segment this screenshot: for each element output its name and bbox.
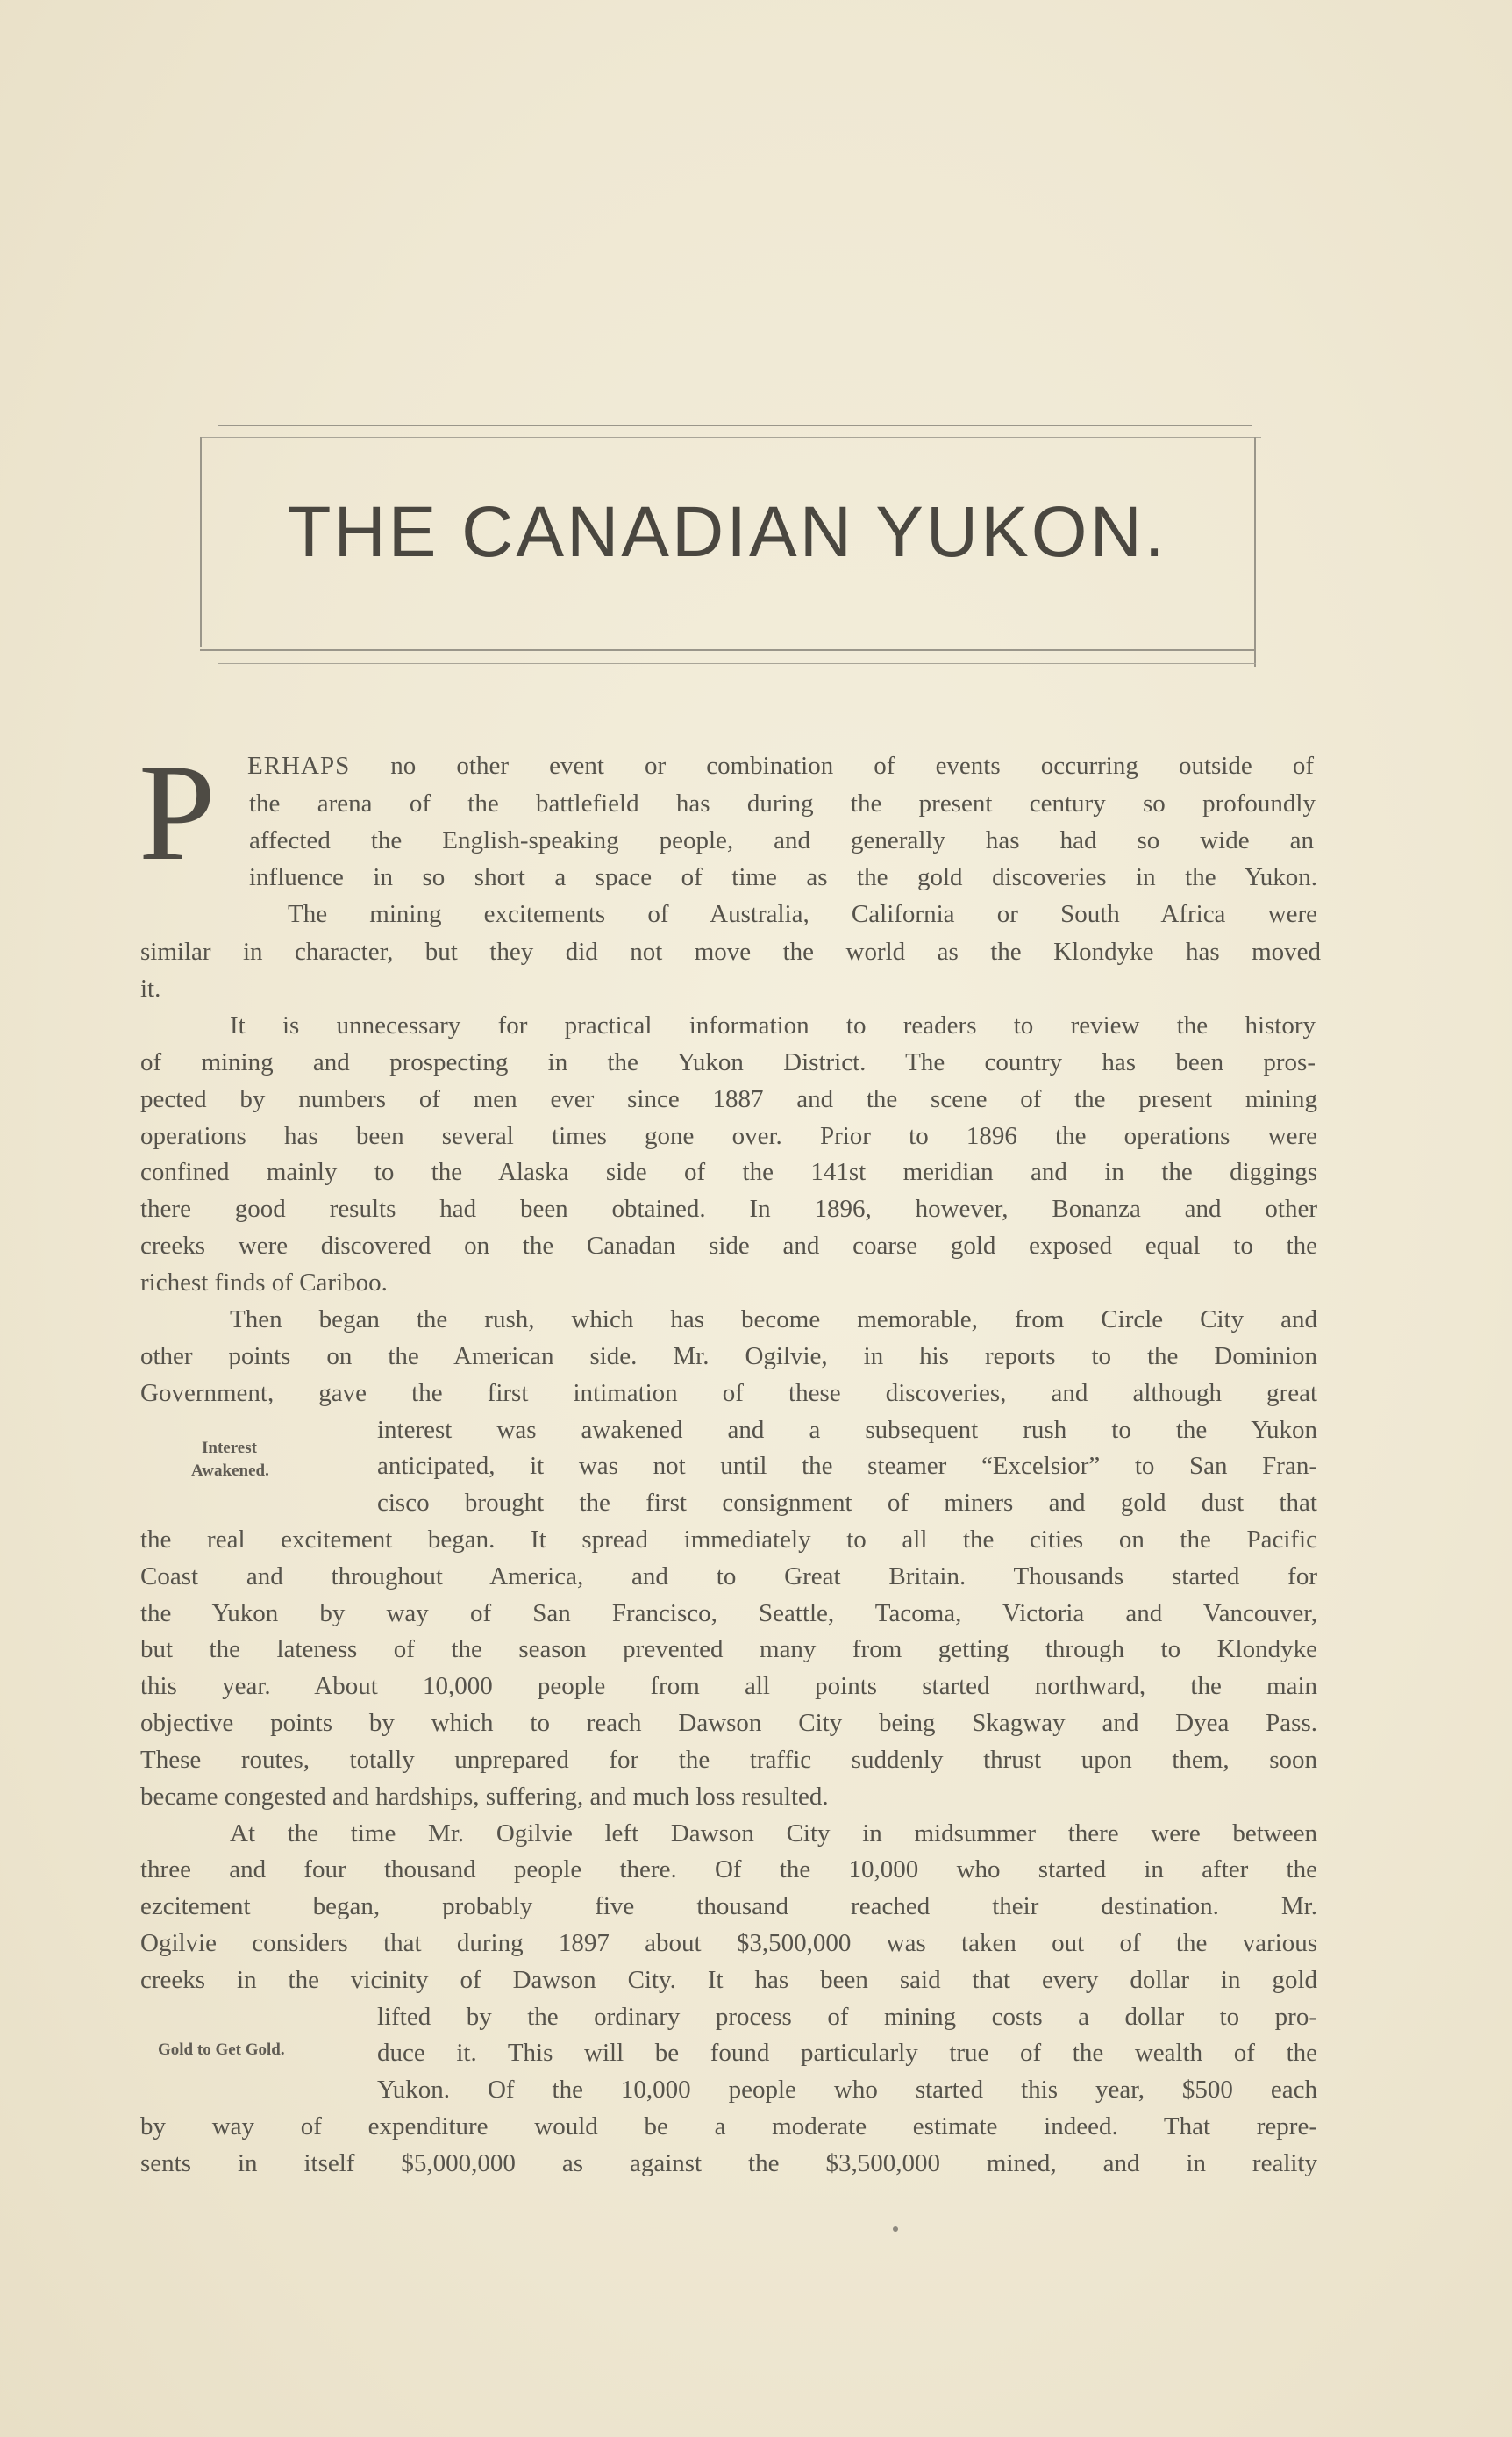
text-line: influence in so short a space of time as the gold discoveries in the Yukon. [249,863,1317,891]
text-line: there good results had been obtained. In 1896, however, Bonanza and other [140,1195,1317,1223]
text-line: These routes, totally unprepared for the traffic suddenly thrust upon them, soon [140,1746,1317,1774]
margin-note-gold-to-get-gold: Gold to Get Gold. [158,2040,285,2059]
text-line: lifted by the ordinary process of mining costs a dollar to pro- [377,2003,1317,2031]
text-line: similar in character, but they did not move the world as the Klondyke has moved [140,938,1321,966]
text-line: became congested and hardships, suffering, and much loss resulted. [140,1783,829,1811]
margin-note-line: Awakened. [191,1461,269,1480]
text-line: duce it. This will be found particularly true of the wealth of the [377,2039,1317,2067]
text-line: richest finds of Cariboo. [140,1269,388,1297]
text-line: sents in itself $5,000,000 as against the $3,500,000 mined, and in reality [140,2149,1317,2177]
text-line: the arena of the battlefield has during the present century so profoundly [249,790,1316,818]
drop-cap: P [139,736,216,890]
text-line: other points on the American side. Mr. Ogilvie, in his reports to the Dominion [140,1342,1317,1370]
text-line: by way of expenditure would be a moderate estimate indeed. That repre- [140,2112,1317,2140]
printer-mark-dot [893,2226,898,2232]
title-frame-right-rule [1254,437,1256,667]
text-line: Then began the rush, which has become memorable, from Circle City and [230,1305,1317,1333]
text-line: creeks were discovered on the Canadan side and coarse gold exposed equal to the [140,1232,1317,1260]
text-line: ezcitement began, probably five thousand reached their destination. Mr. [140,1892,1317,1920]
margin-note-interest-awakened [191,1437,269,1482]
text-line: it. [140,975,161,1003]
text-line: creeks in the vicinity of Dawson City. It has been said that every dollar in gold [140,1966,1317,1994]
text-line: cisco brought the first consignment of miners and gold dust that [377,1489,1317,1517]
text-line: the real excitement began. It spread immediately to all the cities on the Pacific [140,1526,1317,1554]
text-line: objective points by which to reach Dawson City being Skagway and Dyea Pass. [140,1709,1317,1737]
page-title: THE CANADIAN YUKON. [287,492,1167,572]
text-line: anticipated, it was not until the steamer “Excelsior” to San Fran- [377,1452,1317,1480]
text-line [247,754,1314,779]
text-line: The mining excitements of Australia, California or South Africa were [288,900,1317,928]
text-line: Government, gave the first intimation of these discoveries, and although great [140,1379,1317,1407]
text-line: Ogilvie considers that during 1897 about $3,500,000 was taken out of the various [140,1929,1317,1957]
text-line: of mining and prospecting in the Yukon District. The country has been pros- [140,1048,1316,1076]
text-line-rest: no other event or combination of events occurring outside of [350,752,1314,780]
text-line: operations has been several times gone over. Prior to 1896 the operations were [140,1122,1317,1150]
margin-note-line: Interest [202,1439,257,1457]
title-frame-outer-bottom-rule [218,663,1256,664]
text-line: this year. About 10,000 people from all points started northward, the main [140,1672,1317,1700]
text-line: the Yukon by way of San Francisco, Seattle, Tacoma, Victoria and Vancouver, [140,1599,1317,1627]
text-line: Yukon. Of the 10,000 people who started this year, $500 each [377,2076,1317,2104]
text-line: confined mainly to the Alaska side of the 141st meridian and in the diggings [140,1158,1317,1186]
text-line: Coast and throughout America, and to Great Britain. Thousands started for [140,1562,1317,1590]
text-line: It is unnecessary for practical information to readers to review the history [230,1011,1316,1040]
text-line: interest was awakened and a subsequent rush to the Yukon [377,1416,1317,1444]
text-line: affected the English-speaking people, and generally has had so wide an [249,826,1314,854]
text-line: At the time Mr. Ogilvie left Dawson City in midsummer there were between [230,1819,1317,1847]
text-line: pected by numbers of men ever since 1887 and the scene of the present mining [140,1085,1317,1113]
text-line: three and four thousand people there. Of the 10,000 who started in after the [140,1855,1317,1883]
first-word-small-caps: ERHAPS [247,752,351,780]
title-frame-top-rule [218,425,1252,426]
title-frame-inner-top-rule [200,437,1261,438]
title-frame-bottom-rule [200,649,1254,651]
text-line: but the lateness of the season prevented many from getting through to Klondyke [140,1635,1317,1663]
